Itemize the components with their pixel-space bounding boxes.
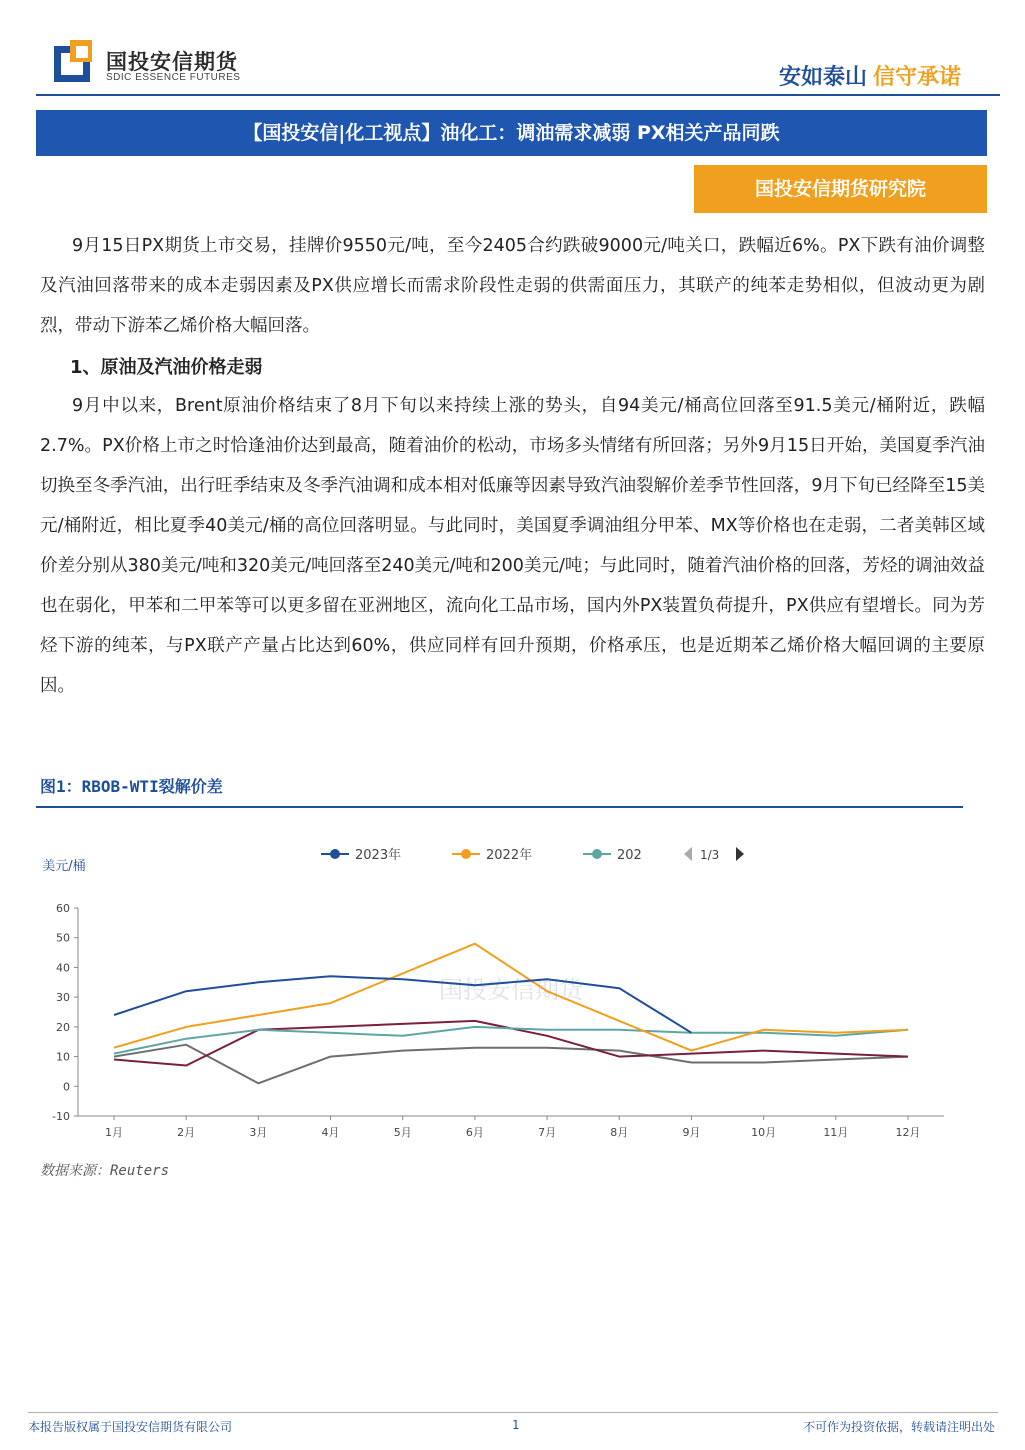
- figure-title: 图1：RBOB-WTI裂解价差: [40, 777, 223, 796]
- company-logo: [54, 40, 98, 84]
- legend-label: 202: [617, 848, 642, 863]
- company-name-en: SDIC ESSENCE FUTURES: [106, 72, 241, 83]
- slogan: [779, 60, 961, 91]
- data-source: 数据来源：Reuters: [40, 1163, 170, 1179]
- x-tick-label: 4月: [321, 1126, 340, 1139]
- disclaimer: 不可作为投资依据，转载请注明出处: [802, 1420, 995, 1434]
- legend-marker: [461, 849, 471, 859]
- paragraph-1: 9月15日PX期货上市交易，挂牌价9550元/吨，至今2405合约跌破9000元/吨关口，跌幅近6%。PX下跌有油价调整及汽油回落带来的成本走弱因素及PX供应增长而需求阶段性走弱的供需面压力，其联产的纯苯走势相似，但波动更为剧烈，带动下游苯乙烯价格大幅回落。: [40, 236, 985, 336]
- page-number: 1: [512, 1418, 520, 1432]
- legend-marker: [592, 849, 602, 859]
- legend-marker: [330, 849, 340, 859]
- x-tick-label: 6月: [465, 1126, 484, 1139]
- chart-svg: [36, 830, 963, 1150]
- x-tick-label: 7月: [538, 1126, 557, 1139]
- copyright-note: 本报告版权属于国投安信期货有限公司: [28, 1420, 233, 1434]
- y-tick-label: 0: [63, 1080, 70, 1094]
- y-axis-label: 美元/桶: [42, 859, 86, 874]
- x-tick-label: 3月: [249, 1126, 268, 1139]
- institute-badge: 国投安信期货研究院: [694, 165, 987, 213]
- header-divider: [36, 94, 1000, 96]
- y-tick-label: 40: [56, 961, 70, 975]
- x-tick-label: 12月: [895, 1126, 921, 1139]
- y-tick-label: -10: [52, 1110, 70, 1123]
- x-tick-label: 9月: [682, 1126, 701, 1139]
- x-tick-label: 1月: [105, 1126, 123, 1139]
- paragraph-2: 9月中以来，Brent原油价格结束了8月下旬以来持续上涨的势头，自94美元/桶高位回落至91.5美元/桶附近，跌幅2.7%。PX价格上市之时恰逢油价达到最高，随着油价的松动，市场多头情绪有所回落；另外9月15日开始，美国夏季汽油切换至冬季汽油，出行旺季结束及冬季汽油调和成本相对低廉等因素导致汽油裂解价差季节性回落，9月下旬已经降至15美元/桶附近，相比夏季40美元/桶的高位回落明显。与此同时，美国夏季调油组分甲苯、MX等价格也在走弱，二者美韩区域价差分别从380美元/吨和320美元/吨回落至240美元/吨和200美元/吨；与此同时，随着汽油价格的回落，芳烃的调油效益也在弱化，甲苯和二甲苯等可以更多留在亚洲地区，流向化工品市场，国内外PX装置负荷提升，PX供应有望增长。同为芳烃下游的纯苯，与PX联产产量占比达到60%，供应同样有回升预期，价格承压，也是近期苯乙烯价格大幅回调的主要原因。: [40, 396, 985, 696]
- legend-label: 2023年: [355, 848, 402, 863]
- company-name-cn: 国投安信期货: [106, 50, 238, 74]
- legend-next-icon: [736, 847, 744, 861]
- x-tick-label: 8月: [610, 1126, 629, 1139]
- legend-page-label: 1/3: [700, 848, 720, 862]
- x-tick-label: 5月: [393, 1126, 412, 1139]
- y-tick-label: 50: [56, 931, 70, 945]
- section-heading-1: 1、原油及汽油价格走弱: [70, 357, 263, 378]
- y-tick-label: 30: [56, 991, 70, 1005]
- figure-divider: [36, 806, 963, 808]
- report-title: 【国投安信|化工视点】油化工：调油需求减弱 PX相关产品同跌: [36, 110, 987, 156]
- x-tick-label: 11月: [823, 1126, 849, 1139]
- y-tick-label: 10: [56, 1050, 70, 1064]
- page-header: [0, 0, 1025, 100]
- y-tick-label: 60: [56, 902, 70, 915]
- chart-watermark: 国投安信期货: [439, 976, 583, 1004]
- legend-label: 2022年: [486, 848, 533, 863]
- x-tick-label: 10月: [751, 1126, 777, 1139]
- legend-prev-icon: [684, 847, 692, 861]
- y-tick-label: 20: [56, 1020, 70, 1034]
- crack-spread-chart: [36, 830, 963, 1150]
- series-line-4: [114, 1045, 908, 1084]
- slogan-part-b: 信守承诺: [872, 65, 961, 90]
- slogan-part-a: 安如泰山: [778, 65, 867, 90]
- footer-divider: [28, 1412, 998, 1413]
- x-tick-label: 2月: [177, 1126, 196, 1139]
